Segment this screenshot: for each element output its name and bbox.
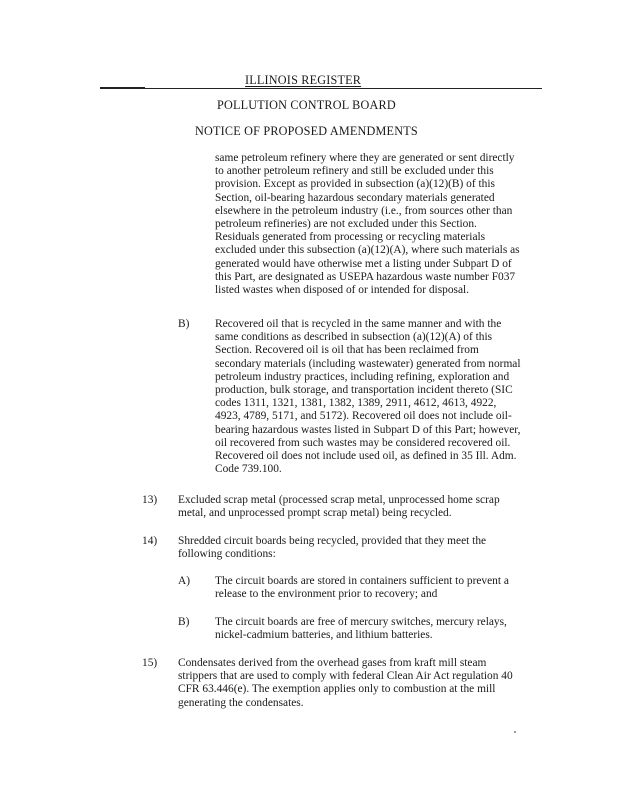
text-line: strippers that are used to comply with federal Clean Air Act regulation 40	[178, 670, 513, 683]
item-label-B: B)	[178, 318, 190, 330]
text-line: same conditions as described in subsection (a)(12)(A) of this	[215, 331, 493, 344]
text-line: Recovered oil that is recycled in the same manner and with the	[215, 318, 502, 330]
text-line: same petroleum refinery where they are generated or sent directly	[215, 152, 515, 164]
text-line: elsewhere in the petroleum industry (i.e., from sources other than	[215, 204, 513, 217]
text-line: Excluded scrap metal (processed scrap metal, unprocessed home scrap	[178, 494, 500, 506]
item-label-14: 14)	[142, 535, 158, 547]
text-line: The circuit boards are stored in containers sufficient to prevent a	[215, 575, 509, 587]
containers-paragraph	[215, 575, 509, 601]
text-line: codes 1311, 1321, 1381, 1382, 1389, 2911, 4612, 4613, 4922,	[215, 397, 497, 410]
scrap-metal-paragraph	[178, 494, 500, 520]
recovered-oil-paragraph	[215, 318, 521, 476]
continuation-paragraph	[215, 152, 520, 297]
text-line: release to the environment prior to recovery; and	[215, 588, 438, 601]
text-line: listed wastes when disposed of or intended for disposal.	[215, 284, 470, 297]
text-line: generated would have otherwise met a listing under Subpart D of	[215, 257, 512, 270]
text-line: Residuals generated from processing or recycling materials	[215, 231, 486, 244]
text-line: following conditions:	[178, 548, 276, 561]
text-line: excluded under this subsection (a)(12)(A), where such materials as	[215, 244, 520, 257]
mercury-paragraph	[215, 616, 507, 642]
sub-item-label-B: B)	[178, 616, 190, 628]
text-line: Condensates derived from the overhead gases from kraft mill steam	[178, 657, 487, 669]
text-line: secondary materials (including wastewater) generated from normal	[215, 357, 521, 370]
text-line: Code 739.100.	[215, 463, 282, 476]
text-line: petroleum refineries) are not excluded under this Section.	[215, 218, 477, 231]
text-line: The circuit boards are free of mercury switches, mercury relays,	[215, 616, 507, 628]
register-title: ILLINOIS REGISTER	[245, 73, 362, 87]
text-line: Section, oil-bearing hazardous secondary materials generated	[215, 191, 495, 204]
scan-speck	[514, 731, 516, 733]
circuit-boards-paragraph	[178, 535, 486, 561]
text-line: oil recovered from such wastes may be considered recovered oil.	[215, 436, 511, 449]
text-line: provision. Except as provided in subsection (a)(12)(B) of this	[215, 178, 495, 191]
text-line: CFR 63.446(e). The exemption applies only to combustion at the mill	[178, 683, 496, 696]
item-label-15: 15)	[142, 657, 158, 669]
text-line: Section. Recovered oil is oil that has been reclaimed from	[215, 344, 479, 357]
text-line: to another petroleum refinery and still be excluded under this	[215, 165, 494, 178]
board-title: POLLUTION CONTROL BOARD	[217, 98, 396, 112]
text-line: Recovered oil does not include used oil, as defined in 35 Ill. Adm.	[215, 450, 517, 463]
condensates-paragraph	[178, 657, 513, 710]
text-line: bearing hazardous wastes listed in Subpart D of this Part; however,	[215, 423, 521, 436]
text-line: this Part, are designated as USEPA hazardous waste number F037	[215, 270, 516, 283]
text-line: generating the condensates.	[178, 696, 304, 709]
text-line: petroleum industry practices, including refining, exploration and	[215, 370, 510, 383]
text-line: 4923, 4789, 5171, and 5172). Recovered oil does not include oil-	[215, 410, 512, 423]
text-line: Shredded circuit boards being recycled, provided that they meet the	[178, 535, 487, 547]
text-line: production, bulk storage, and transportation incident thereto (SIC	[215, 384, 513, 397]
item-label-13: 13)	[142, 494, 158, 506]
header-rule	[100, 88, 542, 89]
sub-item-label-A: A)	[178, 575, 191, 587]
text-line: metal, and unprocessed prompt scrap metal) being recycled.	[178, 507, 452, 520]
text-line: nickel-cadmium batteries, and lithium batteries.	[215, 629, 433, 642]
notice-title: NOTICE OF PROPOSED AMENDMENTS	[195, 124, 418, 138]
